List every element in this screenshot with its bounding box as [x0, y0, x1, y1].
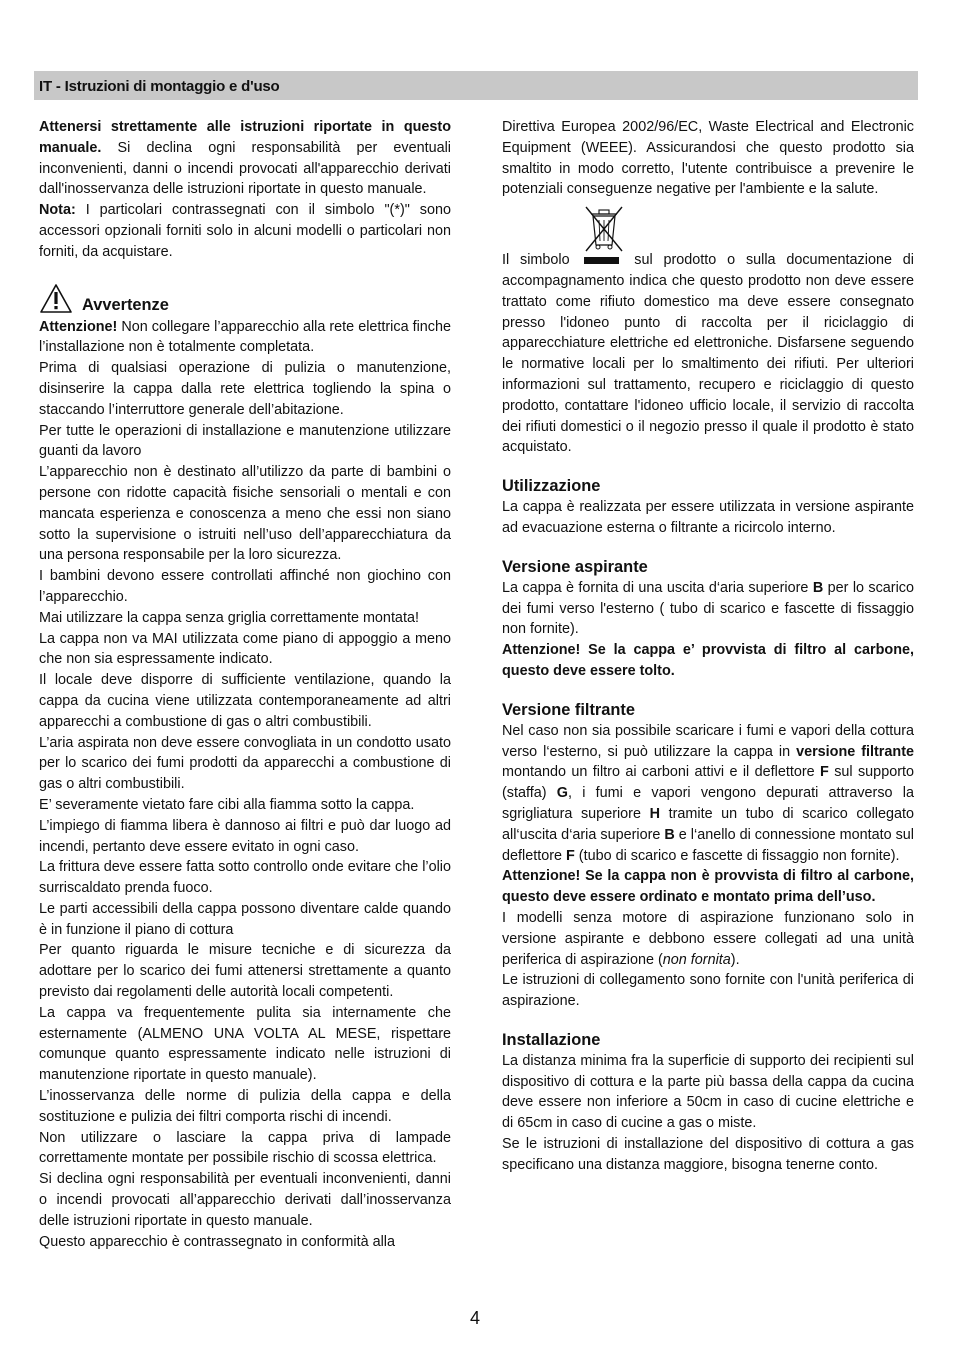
warning-item: La cappa non va MAI utilizzata come piano di appoggio a meno che non sia espressamente indicato.	[39, 630, 451, 668]
filtrante-t4: , i fumi e vapori vengono depurati attraverso la sgrigliatura superiore	[502, 785, 914, 822]
warning-item: L’impiego di fiamma libera è dannoso ai filtri e può dar luogo ad incendi, pertanto deve essere evitato in ogni caso.	[39, 817, 451, 855]
filtrante-b4: H	[649, 805, 660, 822]
versione-filtrante-title: Versione filtrante	[502, 700, 635, 719]
versione-filtrante-text	[502, 721, 914, 867]
warning-item: La frittura deve essere fatta sotto controllo onde evitare che l’olio surriscaldato prenda fuoco.	[39, 859, 451, 897]
filtrante-t7: (tubo di scarico e fascette di fissaggio non fornite).	[574, 847, 900, 864]
versione-filtrante-warning: Attenzione! Se la cappa non è provvista di filtro al carbone, questo deve essere ordinato e montato prima dell’uso.	[502, 868, 914, 906]
note-paragraph	[39, 200, 451, 262]
utilizzazione-title: Utilizzazione	[502, 477, 601, 496]
filtrante-b6: F	[566, 847, 575, 864]
filtrante-t1: Nel caso non sia possibile scaricare i fumi e vapori della cottura verso l‘esterno, si può utilizzare la cappa in	[502, 722, 914, 760]
warning-item: L’inosservanza delle norme di pulizia della cappa e della sostituzione e pulizia dei filtri comporta rischi di incendi.	[39, 1088, 451, 1125]
filtrante-b3: G	[556, 785, 568, 802]
weee-symbol-before: Il simbolo	[502, 252, 570, 269]
filtrante-t2: montando un filtro ai carboni attivi e il deflettore	[502, 764, 821, 781]
warning-first-label: Attenzione!	[39, 318, 118, 335]
warning-item: Per tutte le operazioni di installazione e manutenzione utilizzare guanti da lavoro	[39, 422, 451, 460]
intro-paragraph	[39, 117, 451, 200]
warning-item: L’aria aspirata non deve essere convogliata in un condotto usato per lo scarico dei fumi prodotti da apparecchi a combustione di gas o altri combustibili.	[39, 734, 451, 793]
warning-first	[39, 317, 451, 359]
motorless-before: I modelli senza motore di aspirazione funzionano solo in versione aspirante e debbono essere collegati ad una unità periferica di aspirazione (	[502, 909, 914, 968]
warning-item: Questo apparecchio è contrassegnato in conformità alla	[39, 1233, 395, 1250]
weee-bar-symbol	[584, 257, 619, 264]
filtrante-t3: sul supporto (staffa)	[502, 764, 914, 802]
motorless-after: ).	[730, 951, 740, 968]
aspirante-text-before: La cappa è fornita di una uscita d‘aria superiore	[502, 579, 813, 596]
warning-item: Il locale deve disporre di sufficiente ventilazione, quando la cappa da cucina viene utilizzata contemporaneamente ad altri apparecchi a combustione di gas o altri combustibili.	[39, 672, 451, 730]
warning-item: Le parti accessibili della cappa possono diventare calde quando è in funzione il piano di cottura	[39, 900, 451, 938]
left-column	[39, 117, 451, 1252]
filtrante-b5: B	[664, 826, 675, 843]
filtrante-b1: versione filtrante	[796, 743, 914, 760]
motorless-italic: non fornita	[662, 951, 731, 968]
aspirante-letter-b: B	[812, 579, 824, 596]
filtrante-b2: F	[820, 764, 829, 781]
right-column	[502, 117, 914, 1176]
installazione-p2: Se le istruzioni di installazione del dispositivo di cottura a gas specificano una distanza maggiore, bisogna tenerne conto.	[502, 1136, 914, 1173]
warning-item: Non utilizzare o lasciare la cappa priva di lampade correttamente montate per possibile rischio di scossa elettrica.	[39, 1129, 451, 1167]
warning-item: L’apparecchio non è destinato all’utilizzo da parte di bambini o persone con ridotte capacità fisiche sensoriali o mentali e con mancata esperienza e conoscenza a meno che essi non siano sotto la supervisione o istruiti nell’uso dell’apparecchiatura da una persona responsabile per la loro sicurezza.	[39, 464, 451, 564]
note-label: Nota:	[39, 202, 76, 219]
warnings-heading-row	[39, 278, 451, 316]
weee-paragraph	[502, 250, 914, 458]
warning-item: Si declina ogni responsabilità per eventuali inconvenienti, danni o incendi provocati all’apparecchio derivati dall’inosservanza delle istruzioni riportate in questo manuale.	[39, 1171, 451, 1229]
motorless-paragraph	[502, 908, 914, 970]
intro-rest: Si declina ogni responsabilità per eventuali inconvenienti, danni o incendi provocati all'apparecchio derivati dall'inosservanza delle istruzioni riportate in questo manuale.	[39, 139, 451, 198]
warnings-title: Avvertenze	[82, 295, 169, 314]
weee-icon-wrap	[502, 200, 914, 250]
warning-first-text: Non collegare l’apparecchio alla rete elettrica finche l’installazione non è totalmente completata.	[39, 318, 451, 356]
section-header-bar	[34, 71, 918, 100]
warning-item: E’ severamente vietato fare cibi alla fiamma sotto la cappa.	[39, 796, 415, 813]
warning-item: I bambini devono essere controllati affinché non giochino con l’apparecchio.	[39, 568, 451, 605]
versione-aspirante-warning: Attenzione! Se la cappa e’ provvista di filtro al carbone, questo deve essere tolto.	[502, 642, 914, 679]
connection-paragraph: Le istruzioni di collegamento sono fornite con l'unità periferica di aspirazione.	[502, 972, 914, 1010]
versione-aspirante-title: Versione aspirante	[502, 557, 648, 576]
filtrante-t6: e l‘anello di connessione montato sul deflettore	[502, 826, 915, 864]
weee-symbol-after: sul prodotto o sulla documentazione di accompagnamento indica che questo prodotto non deve essere trattato come rifiuto domestico ma deve essere consegnato presso l'idoneo punto di raccolta per il riciclaggio di apparecchiature elettriche ed elettroniche. Disfarsene seguendo le normative locali per lo smaltimento dei rifiuti. Per ulteriori informazioni sul trattamento, recupero e riciclaggio di questo prodotto, contattare l'idoneo ufficio locale, il servizio di raccolta dei rifiuti domestici o il negozio presso il quale il prodotto è stato acquistato.	[502, 252, 914, 456]
versione-aspirante-text	[502, 578, 914, 640]
crossed-out-bin-icon	[582, 205, 626, 253]
warning-item: La cappa va frequentemente pulita sia internamente che esternamente (ALMENO UNA VOLTA AL MESE, rispettare comunque quanto espressamente indicato nelle istruzioni di manutenzione riportate in questo manuale).	[39, 1004, 451, 1084]
aspirante-text-after: per lo scarico dei fumi verso l'esterno ( tubo di scarico e fascette di fissaggio non fornite).	[502, 579, 914, 638]
page-number: 4	[470, 1308, 481, 1328]
note-text: I particolari contrassegnati con il simbolo "(*)" sono accessori opzionali forniti solo in alcuni modelli o particolari non forniti, da acquistare.	[39, 202, 451, 260]
weee-continuation: Direttiva Europea 2002/96/EC, Waste Electrical and Electronic Equipment (WEEE). Assicurandosi che questo prodotto sia smaltito in modo corretto, l'utente contribuisce a prevenire le potenziali conseguenze negative per l'ambiente e la salute.	[502, 119, 914, 198]
section-title: IT - Istruzioni di montaggio e d'uso	[39, 78, 280, 95]
warning-item: Mai utilizzare la cappa senza griglia correttamente montata!	[39, 609, 419, 626]
filtrante-t5: tramite un tubo di scarico collegato all‘uscita d‘aria superiore	[502, 805, 914, 843]
warning-item: Prima di qualsiasi operazione di pulizia o manutenzione, disinserire la cappa dalla rete elettrica togliendo la spina o staccando l’interruttore generale dell’abitazione.	[39, 360, 451, 418]
warning-triangle-icon	[39, 283, 73, 314]
warning-item: Per quanto riguarda le misure tecniche e di sicurezza da adottare per lo scarico dei fumi attenersi strettamente a quanto previsto dai regolamenti delle autorità locali competenti.	[39, 942, 451, 1001]
utilizzazione-text: La cappa è realizzata per essere utilizzata in versione aspirante ad evacuazione esterna o filtrante a ricircolo interno.	[502, 499, 914, 536]
installazione-p1: La distanza minima fra la superficie di supporto dei recipienti sul dispositivo di cottura e la parte più bassa della cappa da cucina deve essere non inferiore a 50cm in caso di cucine elettriche e di 65cm in caso di cucine a gas o miste.	[502, 1052, 914, 1132]
intro-lead: Attenersi strettamente alle istruzioni riportate in questo manuale.	[39, 119, 451, 156]
installazione-title: Installazione	[502, 1030, 601, 1049]
